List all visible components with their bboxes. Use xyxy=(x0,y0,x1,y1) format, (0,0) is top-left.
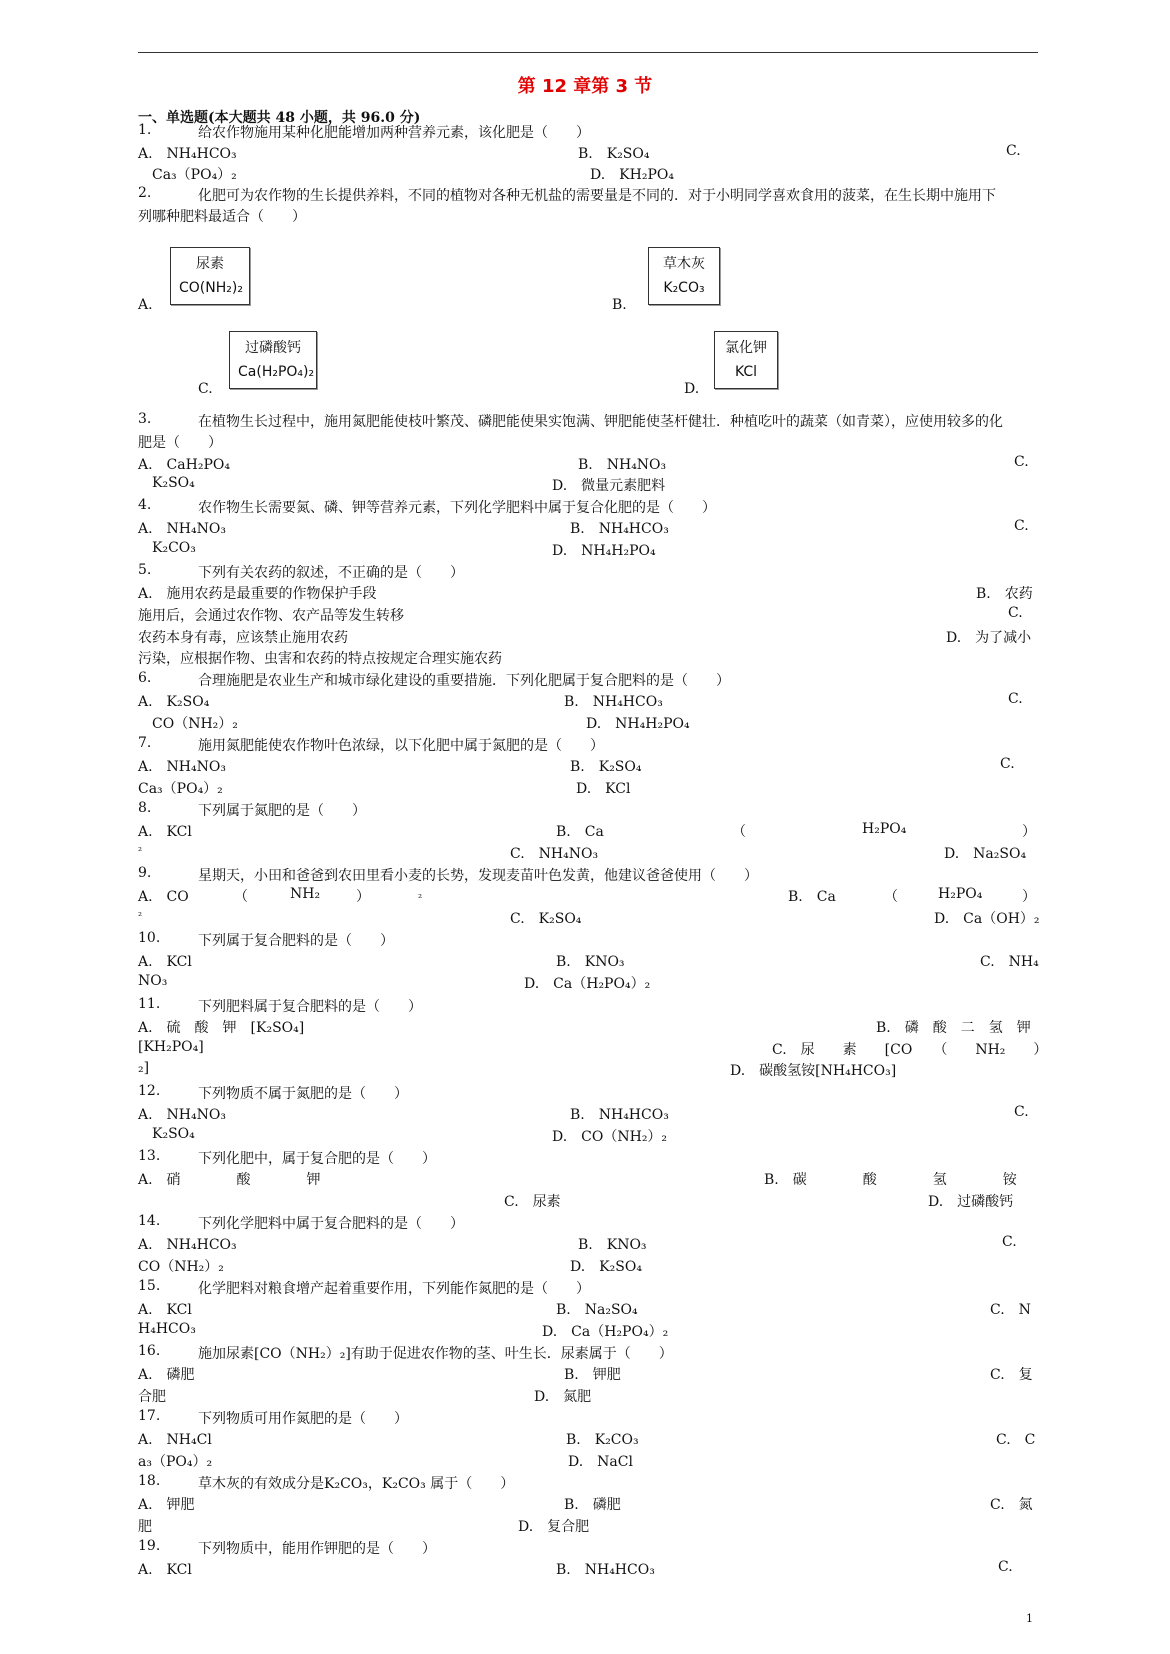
question-number: 11. xyxy=(138,996,161,1012)
option-c-text: NO₃ xyxy=(138,973,168,989)
option-a-subscript: ₂ xyxy=(418,890,423,901)
option-c: C. xyxy=(998,1559,1013,1575)
option-d: D. NaCl xyxy=(568,1454,633,1470)
question-stem-continued: 肥是（ ） xyxy=(138,435,222,451)
question-stem: 合理施肥是农业生产和城市绿化建设的重要措施．下列化肥属于复合肥料的是（ ） xyxy=(198,673,730,689)
option-a-label-box: 尿素 CO(NH₂)₂ xyxy=(170,247,250,305)
option-a-paren: （ xyxy=(234,889,248,905)
question-number: 16. xyxy=(138,1343,161,1359)
option-b-paren-close: ） xyxy=(1022,889,1036,905)
option-a: A. xyxy=(138,297,153,313)
option-d-text: 污染，应根据作物、虫害和农药的特点按规定合理实施农药 xyxy=(138,651,502,667)
question-number: 4. xyxy=(138,497,152,513)
question-number: 3. xyxy=(138,411,152,427)
question-stem: 下列属于复合肥料的是（ ） xyxy=(198,933,394,949)
option-c: C. 氮 xyxy=(990,1497,1033,1513)
option-c: C. xyxy=(1014,1104,1029,1120)
header-rule xyxy=(138,52,1038,53)
option-c-text: K₂CO₃ xyxy=(152,540,196,556)
option-d: D. Na₂SO₄ xyxy=(944,846,1027,862)
option-a: A. 磷肥 xyxy=(138,1367,195,1383)
option-c: C. xyxy=(198,381,213,397)
option-a: A. CaH₂PO₄ xyxy=(138,457,230,473)
option-a: A. 硝 酸 钾 xyxy=(138,1172,321,1188)
option-d: D. NH₄H₂PO₄ xyxy=(586,716,690,732)
question-number: 8. xyxy=(138,800,152,816)
option-c: C. C xyxy=(996,1432,1036,1448)
option-c: C. NH₄NO₃ xyxy=(510,846,599,862)
option-d: D. 为了减小 xyxy=(946,630,1032,646)
option-b: B. KNO₃ xyxy=(556,954,625,970)
option-a: A. KCl xyxy=(138,954,192,970)
question-number: 14. xyxy=(138,1213,161,1229)
option-c-text: a₃（PO₄）₂ xyxy=(138,1454,213,1470)
question-stem: 草木灰的有效成分是K₂CO₃，K₂CO₃ 属于（ ） xyxy=(198,1476,515,1492)
section-heading: 一、单选题(本大题共 48 小题，共 96.0 分) xyxy=(138,110,421,126)
question-stem: 星期天，小田和爸爸到农田里看小麦的长势，发现麦苗叶色发黄，他建议爸爸使用（ ） xyxy=(198,868,758,884)
question-number: 5. xyxy=(138,562,152,578)
option-b-text: 施用后，会通过农作物、农产品等发生转移 xyxy=(138,608,404,624)
question-stem: 下列物质不属于氮肥的是（ ） xyxy=(198,1086,408,1102)
option-c: C. 尿 素 [CO （ NH₂ ） xyxy=(772,1042,1048,1058)
option-c-text: K₂SO₄ xyxy=(152,475,195,491)
option-b: B. 农药 xyxy=(976,586,1033,602)
option-b-subscript: ₂ xyxy=(138,908,143,919)
option-b: B. 磷 酸 二 氢 钾 xyxy=(876,1020,1031,1036)
option-b: B. Ca xyxy=(556,824,604,840)
option-a: A. 钾肥 xyxy=(138,1497,195,1513)
option-b: B. NH₄HCO₃ xyxy=(570,521,669,537)
question-stem: 农作物生长需要氮、磷、钾等营养元素，下列化学肥料中属于复合化肥的是（ ） xyxy=(198,500,716,516)
option-c: C. xyxy=(1006,143,1021,159)
option-a: A. NH₄NO₃ xyxy=(138,759,226,775)
option-b-formula: H₂PO₄ xyxy=(862,821,907,837)
page-title: 第 12 章第 3 节 xyxy=(517,76,653,97)
option-a: A. KCl xyxy=(138,1562,192,1578)
option-d: D. NH₄H₂PO₄ xyxy=(552,543,656,559)
option-d: D. 碳酸氢铵[NH₄HCO₃] xyxy=(730,1063,897,1079)
question-stem: 下列肥料属于复合肥料的是（ ） xyxy=(198,999,422,1015)
option-c: C. xyxy=(1008,605,1023,621)
question-number: 7. xyxy=(138,735,152,751)
option-a: A. 施用农药是最重要的作物保护手段 xyxy=(138,586,377,602)
option-c-text: Ca₃（PO₄）₂ xyxy=(138,781,223,797)
option-c: C. xyxy=(1014,454,1029,470)
option-b: B. K₂SO₄ xyxy=(570,759,642,775)
option-b: B. NH₄HCO₃ xyxy=(564,694,663,710)
question-number: 18. xyxy=(138,1473,161,1489)
option-c-text: CO（NH₂）₂ xyxy=(152,716,238,732)
question-number: 9. xyxy=(138,865,152,881)
option-b-text: [KH₂PO₄] xyxy=(138,1039,204,1055)
option-c: C. xyxy=(1014,518,1029,534)
option-b: B. 碳 酸 氢 铵 xyxy=(764,1172,1017,1188)
page-number: 1 xyxy=(1026,1612,1033,1625)
option-a: A. KCl xyxy=(138,1302,192,1318)
option-a: A. K₂SO₄ xyxy=(138,694,210,710)
option-a: A. NH₄Cl xyxy=(138,1432,212,1448)
option-d: D. KCl xyxy=(576,781,631,797)
option-c-text: 合肥 xyxy=(138,1389,166,1405)
question-stem: 下列物质中，能用作钾肥的是（ ） xyxy=(198,1541,436,1557)
question-number: 6. xyxy=(138,670,152,686)
option-a-formula: NH₂ xyxy=(290,886,321,902)
option-b: B. NH₄NO₃ xyxy=(578,457,667,473)
option-c: C. xyxy=(1000,756,1015,772)
question-stem: 化学肥料对粮食增产起着重要作用，下列能作氮肥的是（ ） xyxy=(198,1281,590,1297)
option-a: A. NH₄NO₃ xyxy=(138,1107,226,1123)
option-b: B. 钾肥 xyxy=(564,1367,621,1383)
question-number: 10. xyxy=(138,930,161,946)
option-c-text: ₂] xyxy=(138,1060,150,1076)
question-number: 12. xyxy=(138,1083,161,1099)
option-c: C. 尿素 xyxy=(504,1194,561,1210)
option-b-paren: （ xyxy=(732,824,746,840)
option-c: C. NH₄ xyxy=(980,954,1039,970)
option-a: A. NH₄HCO₃ xyxy=(138,146,237,162)
question-stem: 下列物质可用作氮肥的是（ ） xyxy=(198,1411,408,1427)
question-stem: 给农作物施用某种化肥能增加两种营养元素，该化肥是（ ） xyxy=(198,125,590,141)
option-c: C. 复 xyxy=(990,1367,1033,1383)
question-stem: 下列有关农药的叙述，不正确的是（ ） xyxy=(198,565,464,581)
question-stem: 施加尿素[CO（NH₂）₂]有助于促进农作物的茎、叶生长．尿素属于（ ） xyxy=(198,1346,673,1362)
option-b-paren: （ xyxy=(884,889,898,905)
option-d: D. K₂SO₄ xyxy=(570,1259,642,1275)
option-a: A. NH₄HCO₃ xyxy=(138,1237,237,1253)
question-number: 17. xyxy=(138,1408,161,1424)
option-c-text: 农药本身有毒，应该禁止施用农药 xyxy=(138,630,348,646)
option-b: B. K₂CO₃ xyxy=(566,1432,639,1448)
option-d: D. 微量元素肥料 xyxy=(552,478,666,494)
option-c: C. xyxy=(1002,1234,1017,1250)
option-c-text: CO（NH₂）₂ xyxy=(138,1259,224,1275)
question-number: 2. xyxy=(138,185,152,201)
option-a: A. 硫 酸 钾 [K₂SO₄] xyxy=(138,1020,305,1036)
option-b: B. 磷肥 xyxy=(564,1497,621,1513)
question-stem: 化肥可为农作物的生长提供养料，不同的植物对各种无机盐的需要量是不同的．对于小明同学喜欢食用的菠菜，在生长期中施用下 xyxy=(198,188,996,204)
option-b-paren-close: ） xyxy=(1022,824,1036,840)
option-d: D. Ca（H₂PO₄）₂ xyxy=(524,976,651,992)
option-b: B. Na₂SO₄ xyxy=(556,1302,638,1318)
option-c-text: 肥 xyxy=(138,1519,152,1535)
option-b-formula: H₂PO₄ xyxy=(938,886,983,902)
option-a: A. NH₄NO₃ xyxy=(138,521,226,537)
option-b-subscript: ₂ xyxy=(138,843,143,854)
option-d: D. Ca（H₂PO₄）₂ xyxy=(542,1324,669,1340)
question-number: 19. xyxy=(138,1538,161,1554)
question-number: 15. xyxy=(138,1278,161,1294)
option-c-text: K₂SO₄ xyxy=(152,1126,195,1142)
option-b: B. K₂SO₄ xyxy=(578,146,650,162)
option-d: D. CO（NH₂）₂ xyxy=(552,1129,668,1145)
option-b: B. NH₄HCO₃ xyxy=(570,1107,669,1123)
question-stem: 施用氮肥能使农作物叶色浓绿，以下化肥中属于氮肥的是（ ） xyxy=(198,738,604,754)
option-c-text: H₄HCO₃ xyxy=(138,1321,196,1337)
option-a: A. KCl xyxy=(138,824,192,840)
option-d-label-box: 氯化钾 KCl xyxy=(714,331,778,389)
option-c: C. N xyxy=(990,1302,1031,1318)
option-c-text: Ca₃（PO₄）₂ xyxy=(152,167,237,183)
option-c: C. K₂SO₄ xyxy=(510,911,582,927)
option-a: A. CO xyxy=(138,889,189,905)
option-d: D. Ca（OH）₂ xyxy=(934,911,1040,927)
option-b-label-box: 草木灰 K₂CO₃ xyxy=(648,247,720,305)
option-b: B. Ca xyxy=(788,889,836,905)
option-d: D. 复合肥 xyxy=(518,1519,590,1535)
question-number: 13. xyxy=(138,1148,161,1164)
option-b: B. NH₄HCO₃ xyxy=(556,1562,655,1578)
question-stem: 下列化肥中，属于复合肥的是（ ） xyxy=(198,1151,436,1167)
option-d: D. xyxy=(684,381,700,397)
option-d: D. 过磷酸钙 xyxy=(928,1194,1014,1210)
option-d: D. 氮肥 xyxy=(534,1389,592,1405)
question-stem-continued: 列哪种肥料最适合（ ） xyxy=(138,209,306,225)
question-number: 1. xyxy=(138,122,152,138)
question-stem: 下列化学肥料中属于复合肥料的是（ ） xyxy=(198,1216,464,1232)
option-b: B. xyxy=(612,297,627,313)
option-c: C. xyxy=(1008,691,1023,707)
question-stem: 下列属于氮肥的是（ ） xyxy=(198,803,366,819)
option-d: D. KH₂PO₄ xyxy=(590,167,674,183)
option-a-paren-close: ） xyxy=(356,889,370,905)
question-stem: 在植物生长过程中，施用氮肥能使枝叶繁茂、磷肥能使果实饱满、钾肥能使茎杆健壮．种植吃叶的蔬菜（如青菜），应使用较多的化 xyxy=(198,414,1003,430)
option-b: B. KNO₃ xyxy=(578,1237,647,1253)
option-c-label-box: 过磷酸钙 Ca(H₂PO₄)₂ xyxy=(229,331,317,389)
